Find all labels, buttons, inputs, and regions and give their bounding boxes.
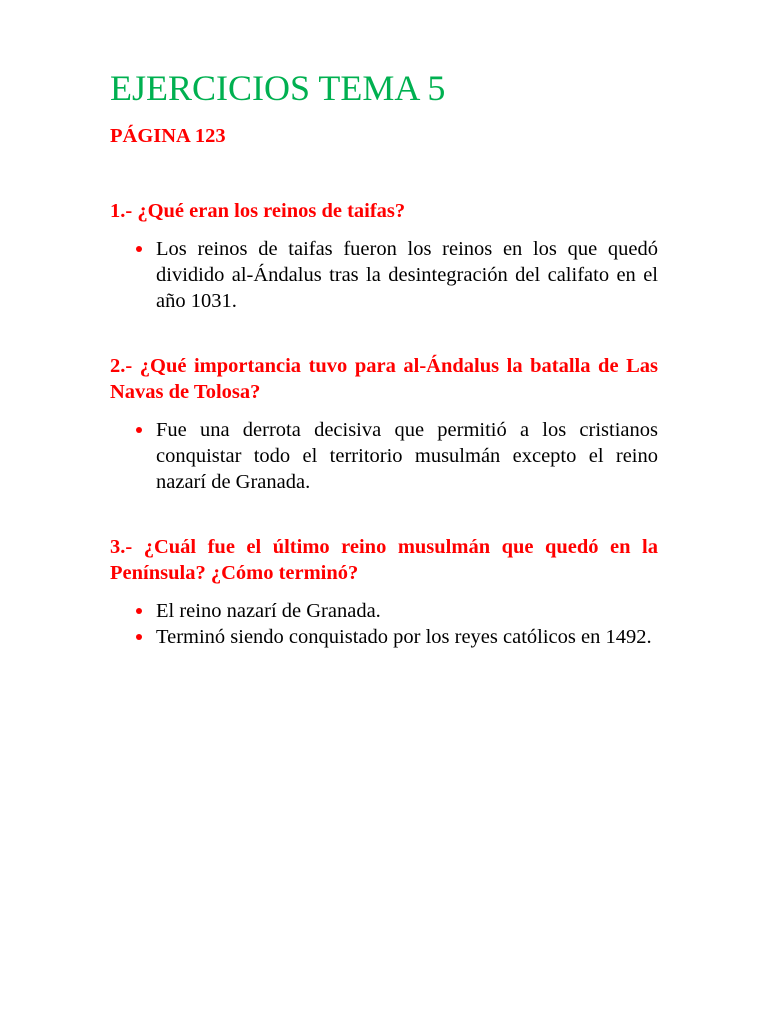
- answer-text: El reino nazarí de Granada.: [156, 600, 381, 622]
- answer-list: [110, 598, 658, 650]
- answer-list: [110, 417, 658, 495]
- page-title: EJERCICIOS TEMA 5: [110, 68, 446, 108]
- bullet-icon: [136, 608, 142, 614]
- question-section-2: [110, 353, 658, 495]
- answer-item: [110, 598, 658, 624]
- page-subtitle: PÁGINA 123: [110, 125, 226, 147]
- answer-item: [110, 417, 658, 495]
- bullet-icon: [136, 427, 142, 433]
- question-heading: 3.- ¿Cuál fue el último reino musulmán que quedó en la Península? ¿Cómo terminó?: [110, 536, 658, 584]
- question-heading: 1.- ¿Qué eran los reinos de taifas?: [110, 200, 406, 222]
- bullet-icon: [136, 246, 142, 252]
- answer-text: Los reinos de taifas fueron los reinos en los que quedó dividido al-Ándalus tras la desintegración del califato en el año 1031.: [156, 238, 658, 312]
- answer-list: [110, 236, 658, 314]
- answer-item: [110, 624, 658, 650]
- question-section-1: [110, 198, 658, 314]
- question-section-3: [110, 534, 658, 650]
- answer-text: Fue una derrota decisiva que permitió a los cristianos conquistar todo el territorio musulmán excepto el reino nazarí de Granada.: [156, 419, 658, 493]
- bullet-icon: [136, 634, 142, 640]
- answer-text: Terminó siendo conquistado por los reyes católicos en 1492.: [156, 626, 652, 648]
- answer-item: [110, 236, 658, 314]
- question-heading: 2.- ¿Qué importancia tuvo para al-Ándalus la batalla de Las Navas de Tolosa?: [110, 355, 658, 403]
